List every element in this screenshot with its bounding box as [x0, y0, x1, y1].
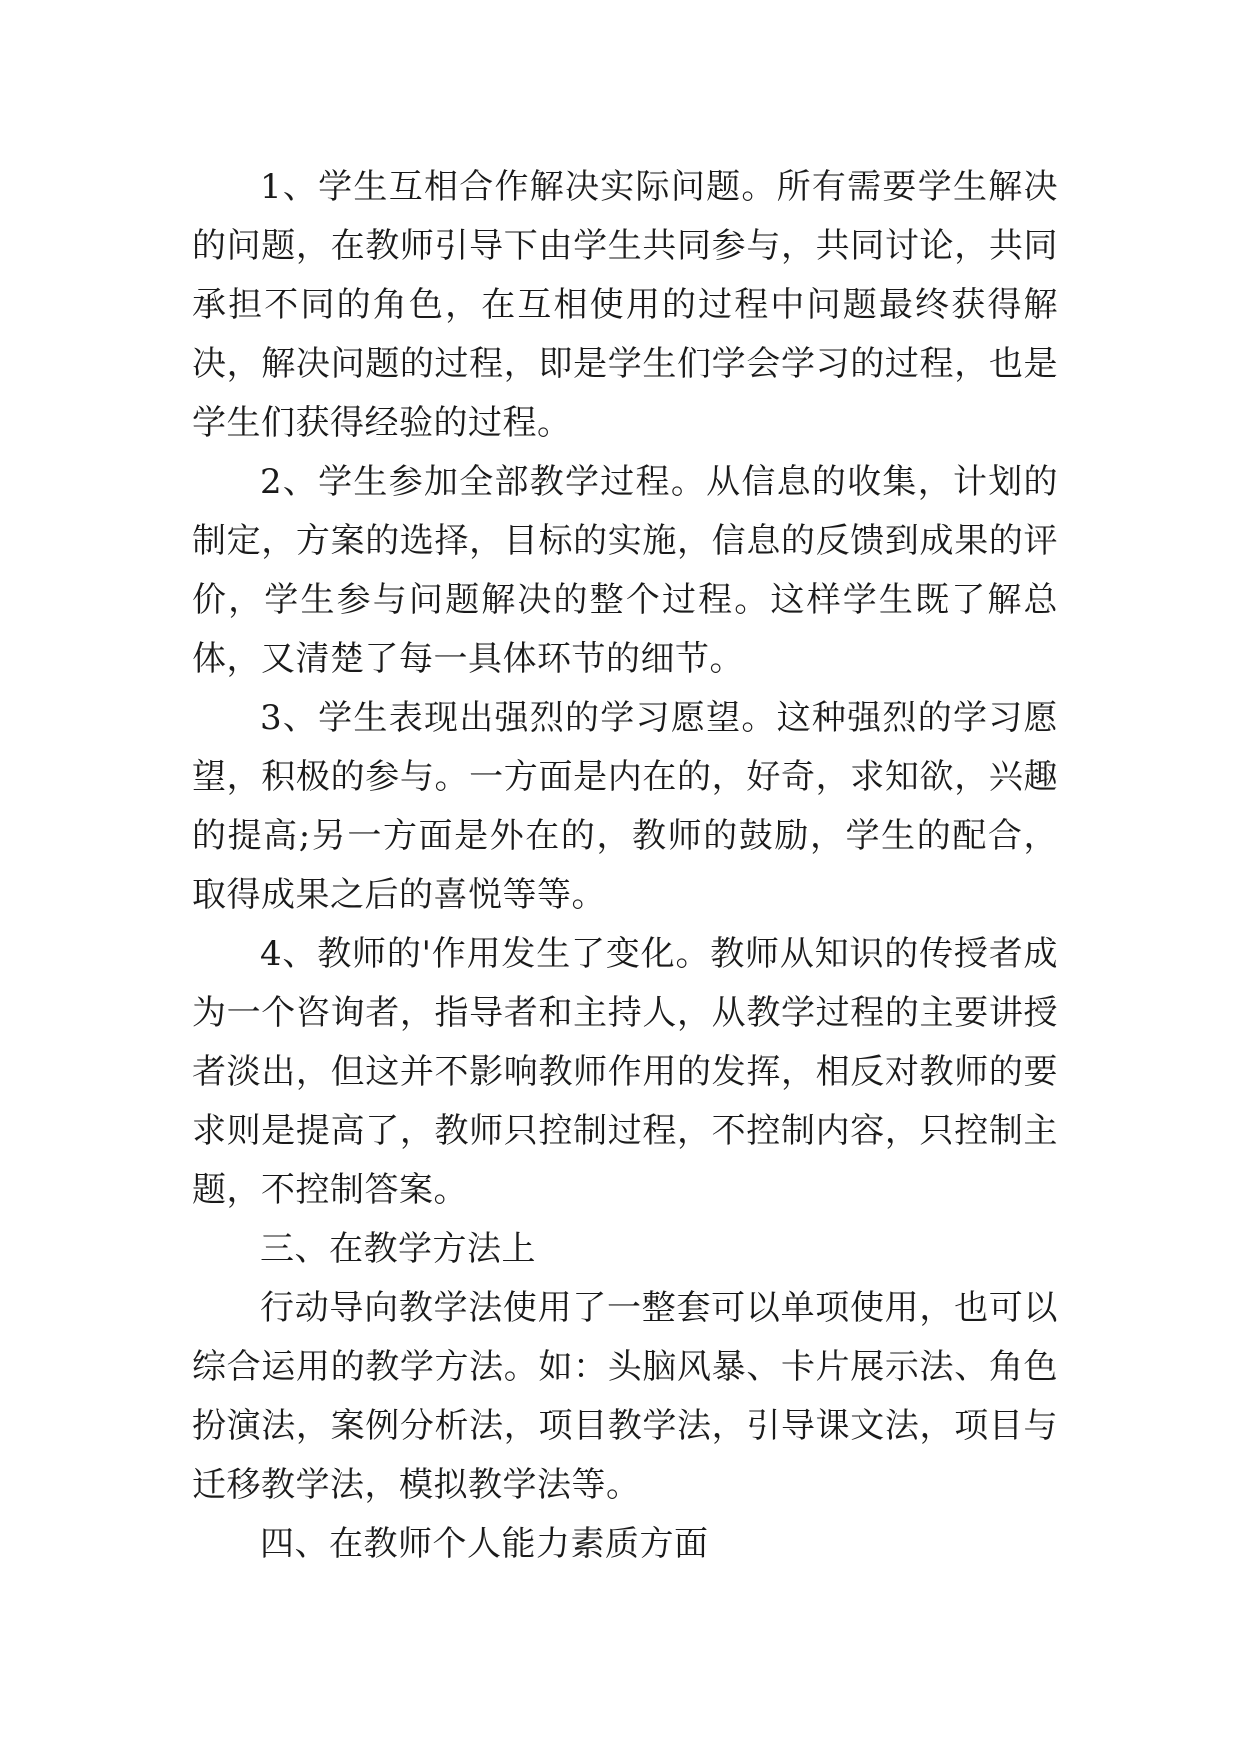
paragraph-teaching-methods: 行动导向教学法使用了一整套可以单项使用，也可以综合运用的教学方法。如：头脑风暴、卡片展示法、角色扮演法，案例分析法，项目教学法，引导课文法，项目与迁移教学法，模拟教学法等。 [192, 1288, 1058, 1505]
paragraph-student-cooperation: 1、学生互相合作解决实际问题。所有需要学生解决的问题，在教师引导下由学生共同参与，共同讨论，共同承担不同的角色，在互相使用的过程中问题最终获得解决，解决问题的过程，即是学生们学会学习的过程，也是学生们获得经验的过程。 [192, 167, 1058, 443]
section-heading-teacher-abilities: 四、在教师个人能力素质方面 [260, 1524, 709, 1564]
section-heading-teaching-methods: 三、在教学方法上 [260, 1229, 536, 1269]
paragraph-teacher-role: 4、教师的'作用发生了变化。教师从知识的传授者成为一个咨询者，指导者和主持人，从教学过程的主要讲授者淡出，但这并不影响教师作用的发挥，相反对教师的要求则是提高了，教师只控制过程，不控制内容，只控制主题，不控制答案。 [192, 934, 1058, 1210]
paragraph-learning-desire: 3、学生表现出强烈的学习愿望。这种强烈的学习愿望，积极的参与。一方面是内在的，好奇，求知欲，兴趣的提高;另一方面是外在的，教师的鼓励，学生的配合，取得成果之后的喜悦等等。 [192, 698, 1058, 915]
paragraph-full-participation: 2、学生参加全部教学过程。从信息的收集，计划的制定，方案的选择，目标的实施，信息的反馈到成果的评价，学生参与问题解决的整个过程。这样学生既了解总体，又清楚了每一具体环节的细节。 [192, 462, 1058, 679]
document-body [192, 158, 1058, 1574]
